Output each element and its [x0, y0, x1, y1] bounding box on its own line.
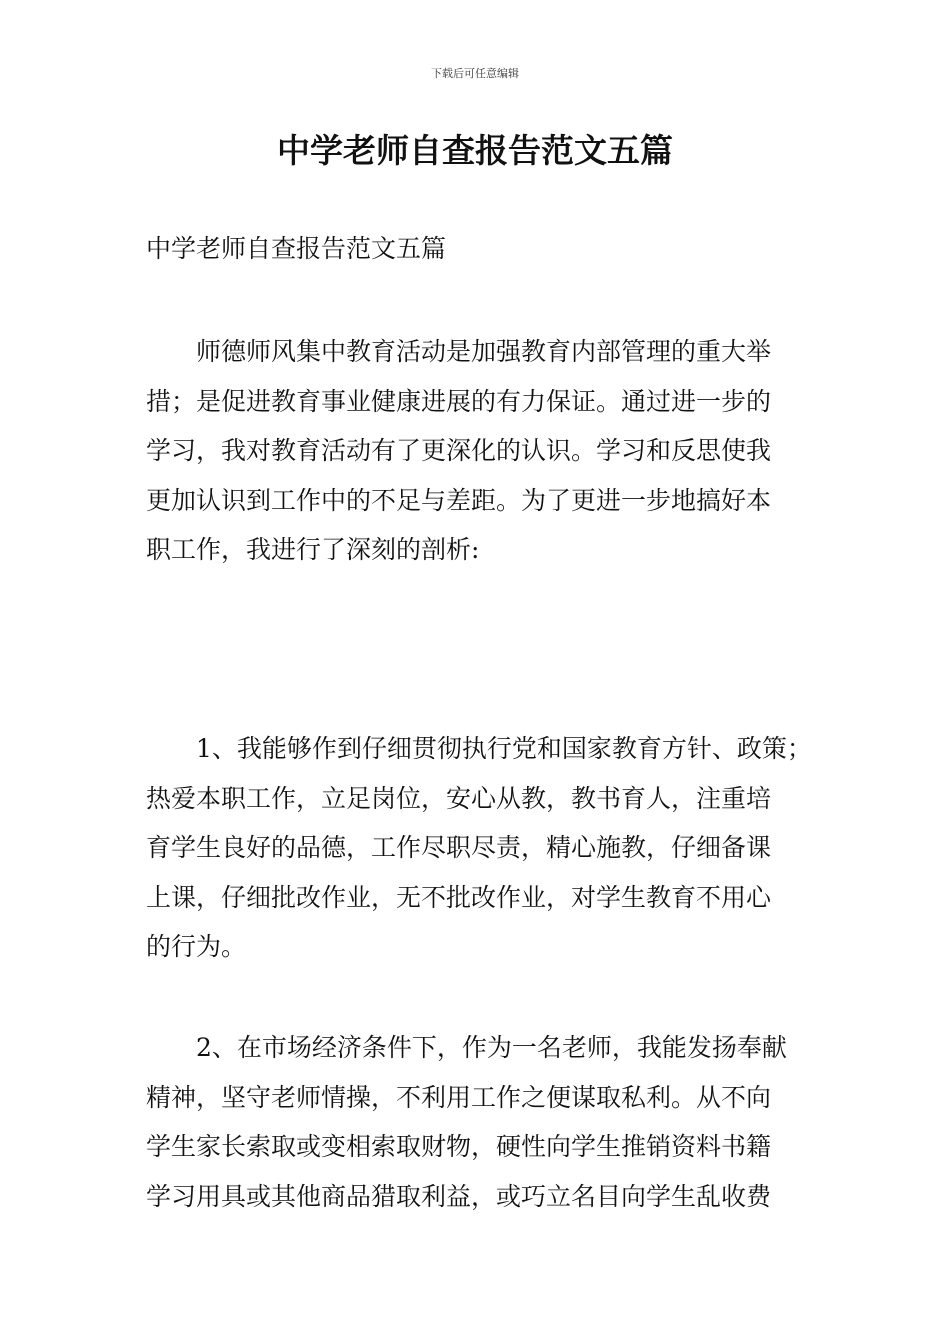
paragraph-line: 师德师风集中教育活动是加强教育内部管理的重大举	[196, 337, 772, 366]
document-subtitle: 中学老师自查报告范文五篇	[146, 234, 447, 263]
paragraph-line: 措；是促进教育事业健康进展的有力保证。通过进一步的	[146, 386, 772, 416]
paragraph-line: 热爱本职工作，立足岗位，安心从教，教书育人，注重培	[146, 783, 772, 813]
paragraph-line: 学习用具或其他商品猎取利益，或巧立名目向学生乱收费	[146, 1181, 772, 1211]
paragraph-line: 育学生良好的品德，工作尽职尽责，精心施教，仔细备课	[146, 833, 772, 862]
paragraph-line: 1、我能够作到仔细贯彻执行党和国家教育方针、政策；	[196, 734, 812, 763]
paragraph-line: 职工作，我进行了深刻的剖析:	[146, 535, 480, 564]
header-note: 下载后可任意编辑	[431, 67, 519, 80]
paragraph-line: 学习，我对教育活动有了更深化的认识。学习和反思使我	[146, 436, 772, 465]
document-title: 中学老师自查报告范文五篇	[277, 131, 673, 170]
paragraph-line: 精神，坚守老师情操，不利用工作之便谋取私利。从不向	[146, 1082, 772, 1112]
paragraph-line: 更加认识到工作中的不足与差距。为了更进一步地搞好本	[146, 485, 772, 515]
paragraph-intro	[146, 327, 821, 575]
paragraph-line: 学生家长索取或变相索取财物，硬性向学生推销资料书籍	[146, 1132, 772, 1161]
paragraph-item-2	[146, 1023, 821, 1221]
paragraph-line: 2、在市场经济条件下，作为一名老师，我能发扬奉献	[196, 1033, 787, 1062]
paragraph-line: 的行为。	[146, 932, 247, 961]
paragraph-line: 上课，仔细批改作业，无不批改作业，对学生教育不用心	[146, 882, 772, 912]
paragraph-item-1	[146, 724, 821, 972]
